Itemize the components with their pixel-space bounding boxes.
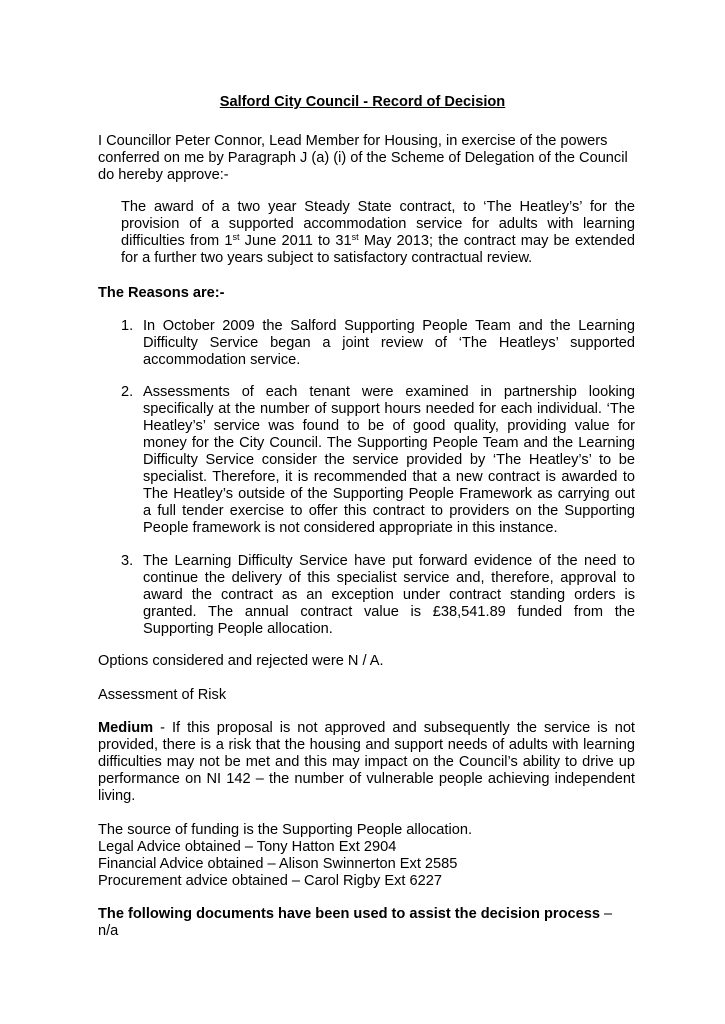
- reason-number: 3.: [121, 553, 134, 569]
- financial-advice-line: Financial Advice obtained – Alison Swinnerton Ext 2585: [98, 856, 458, 872]
- reason-text: The Learning Difficulty Service have put forward evidence of the need to continue the delivery of this specialist service and, therefore, approval to award the contract as an exception under contract standing orders is granted. The annual contract value is £38,541.89 funded from the Supporting People allocation.: [143, 553, 635, 637]
- risk-text: - If this proposal is not approved and subsequently the service is not provided, there is a risk that the housing and support needs of adults with learning difficulties may not be met and this may impact on the Council’s ability to drive up performance on NI 142 – the number of vulnerable people achieving independent living.: [98, 720, 635, 804]
- award-sup-2: st: [351, 232, 359, 242]
- procurement-advice-line: Procurement advice obtained – Carol Rigby Ext 6227: [98, 873, 442, 889]
- risk-heading: Assessment of Risk: [98, 687, 227, 703]
- reasons-heading: The Reasons are:-: [98, 285, 225, 301]
- reason-text: Assessments of each tenant were examined in partnership looking specifically at the number of support hours needed for each individual. ‘The Heatley’s’ service was found to be of good quality, providing value for money for the City Council. The Supporting People Team and the Learning Difficulty Service consider the service provided by ‘The Heatley’s’ to be specialist. Therefore, it is recommended that a new contract is awarded to The Heatley’s outside of the Supporting People Framework as carrying out a full tender exercise to offer this contract to providers on the Supporting People framework is not considered appropriate in this instance.: [143, 384, 635, 536]
- options-line: Options considered and rejected were N / A.: [98, 653, 384, 669]
- documents-dash: –: [599, 906, 613, 922]
- funding-list: [98, 822, 635, 890]
- award-text-3: May 2013; the contract may be extended for a further two years subject to satisfactory contractual review.: [121, 233, 635, 266]
- documents-value: n/a: [98, 923, 119, 939]
- risk-paragraph: [98, 720, 635, 805]
- reason-item: [121, 384, 635, 537]
- intro-paragraph: I Councillor Peter Connor, Lead Member for Housing, in exercise of the powers conferred on me by Paragraph J (a) (i) of the Scheme of Delegation of the Council do hereby approve:-: [98, 133, 628, 183]
- award-text-2: June 2011 to 31: [239, 233, 352, 249]
- reason-item: [121, 318, 635, 369]
- reason-text: In October 2009 the Salford Supporting People Team and the Learning Difficulty Service began a joint review of ‘The Heatleys’ supported accommodation service.: [143, 318, 635, 368]
- risk-level: Medium: [98, 720, 154, 736]
- documents-section: [98, 906, 635, 940]
- reason-number: 2.: [121, 384, 134, 400]
- document-title: Salford City Council - Record of Decision: [219, 94, 506, 110]
- reason-item: [121, 553, 635, 638]
- award-text-1: The award of a two year Steady State contract, to ‘The Heatley’s’ for the provision of a supported accommodation service for adults with learning difficulties from 1: [121, 199, 635, 249]
- legal-advice-line: Legal Advice obtained – Tony Hatton Ext 2904: [98, 839, 397, 855]
- documents-heading: The following documents have been used to assist the decision process: [98, 906, 600, 922]
- funding-source-line: The source of funding is the Supporting People allocation.: [98, 822, 473, 838]
- reason-number: 1.: [121, 318, 134, 334]
- award-sup-1: st: [232, 232, 240, 242]
- award-paragraph: [121, 199, 635, 267]
